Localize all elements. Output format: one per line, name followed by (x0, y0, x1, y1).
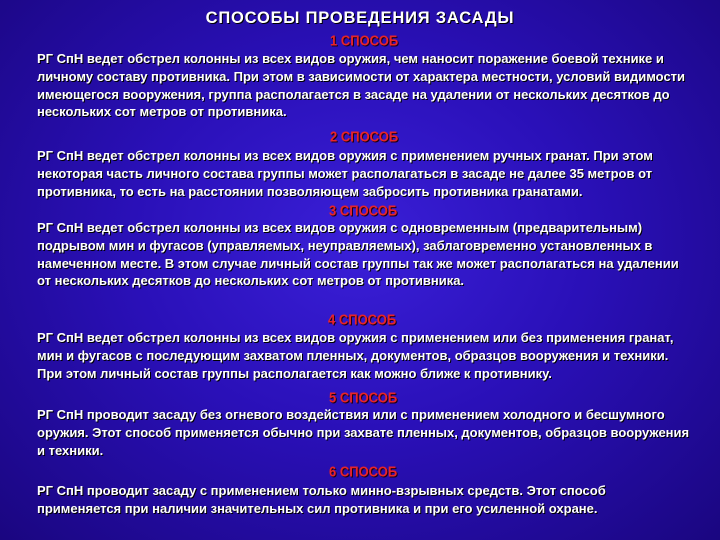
section-3-heading: 3 СПОСОБ (329, 202, 398, 219)
section-2-heading: 2 СПОСОБ (330, 128, 399, 145)
section-6-text: РГ СпН проводит засаду с применением только минно-взрывных средств. Этот способ применяется при наличии значительных сил противника и при его усиленной охране. (37, 483, 606, 516)
section-3-text: РГ СпН ведет обстрел колонны из всех видов оружия с одновременным (предварительным) подрывом мин и фугасов (управляемых, неуправляемых), заблаговременно установленных в намеченном месте. В этом случае личный состав группы так же может располагаться на удалении от нескольких десятков до нескольких сот метров от противника. (37, 220, 679, 289)
section-1-heading: 1 СПОСОБ (330, 32, 399, 49)
section-2-text: РГ СпН ведет обстрел колонны из всех видов оружия с применением ручных гранат. При этом некоторая часть личного состава группы может располагаться в засаде не далее 35 метров от противника, то есть на расстоянии позволяющем забросить противника гранатами. (37, 148, 653, 199)
section-6-heading: 6 СПОСОБ (329, 463, 398, 480)
section-4-text: РГ СпН ведет обстрел колонны из всех видов оружия с применением или без применения гранат, мин и фугасов с последующим захватом пленных, документов, образцов вооружения и техники. При этом личный состав группы располагается как можно ближе к противнику. (37, 330, 674, 381)
section-5-heading: 5 СПОСОБ (329, 389, 398, 406)
section-1-text: РГ СпН ведет обстрел колонны из всех видов оружия, чем наносит поражение боевой технике и личному составу противника. При этом в зависимости от характера местности, условий видимости имеющегося вооружения, группа располагается в засаде на удалении от нескольких десятков до нескольких сот метров от противника. (37, 51, 686, 120)
section-4-heading: 4 СПОСОБ (328, 311, 397, 328)
section-5-text: РГ СпН проводит засаду без огневого воздействия или с применением холодного и бесшумного оружия. Этот способ применяется обычно при захвате пленных, документов, образцов вооружения и техники. (37, 407, 690, 458)
slide-title: СПОСОБЫ ПРОВЕДЕНИЯ ЗАСАДЫ (205, 9, 515, 27)
